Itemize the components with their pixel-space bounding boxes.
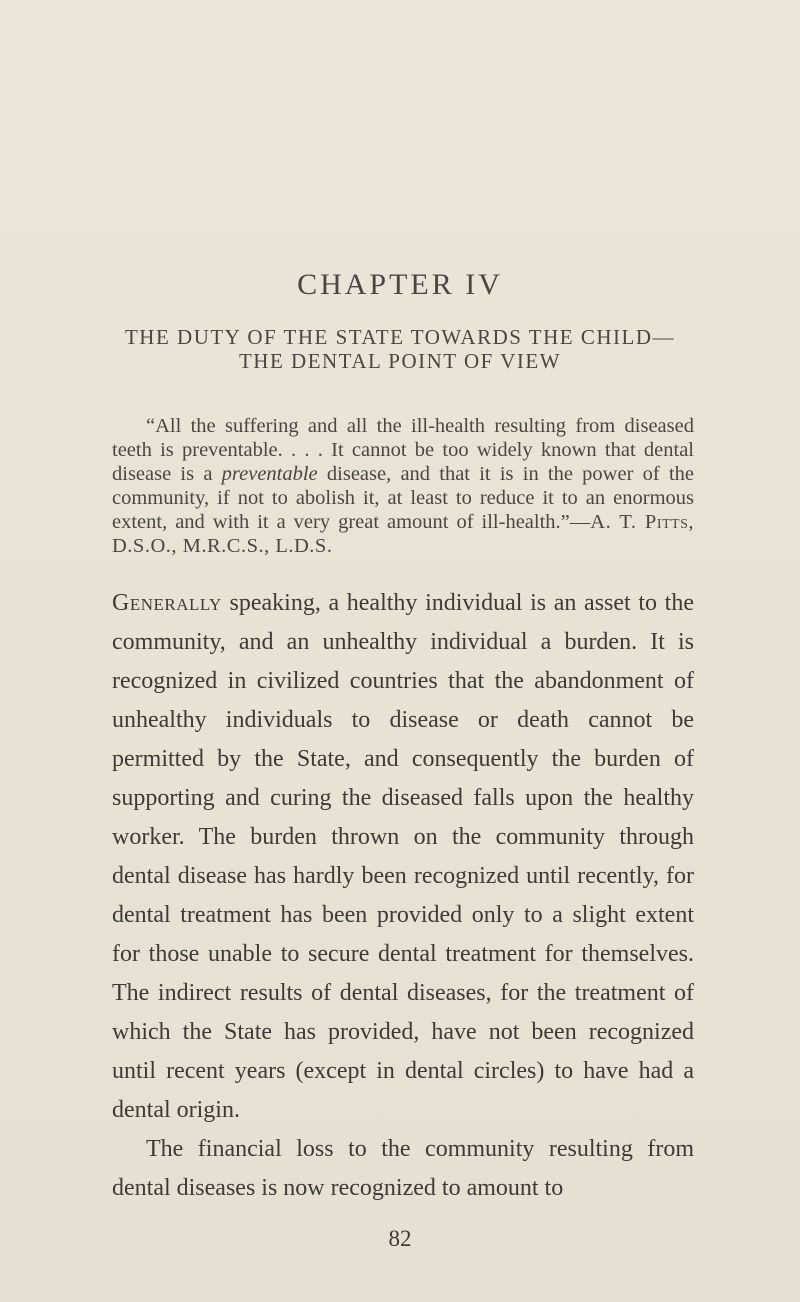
chapter-subtitle-line-2: THE DENTAL POINT OF VIEW — [238, 349, 562, 373]
paragraph-2: The financial loss to the community resulting from dental diseases is now recognized to amount to — [112, 1136, 694, 1201]
paragraph-1-lead-word: Generally — [112, 590, 222, 616]
epigraph-text-part-2: disease, and that it is in the power of the community, if not to abolish it, at least to reduce it to an enormous extent, and with it a very great amount of ill-health.”— — [112, 463, 694, 533]
chapter-subtitle — [110, 325, 690, 373]
page-number: 82 — [388, 1226, 412, 1251]
epigraph — [112, 414, 694, 558]
body-text — [112, 584, 694, 1208]
chapter-subtitle-line-1: THE DUTY OF THE STATE TOWARDS THE CHILD— — [124, 325, 676, 349]
epigraph-emphasis: preventable — [221, 463, 318, 485]
paragraph-1 — [112, 584, 694, 1130]
epigraph-quote — [112, 414, 694, 558]
paragraph-1-text: speaking, a healthy individual is an asset to the community, and an unhealthy individual a burden. It is recognized in civilized countries that the abandonment of unhealthy individuals to disease or death cannot be permitted by the State, and consequently the burden of supporting and curing the diseased falls upon the healthy worker. The burden thrown on the community through dental disease has hardly been recognized until recently, for dental treatment has been provided only to a slight extent for those unable to secure dental treatment for themselves. The indirect results of dental diseases, for the treatment of which the State has provided, have not been recognized until recent years (except in dental circles) to have had a dental origin. — [112, 590, 694, 1123]
epigraph-text-part-1: “All the suffering and all the ill-health resulting from diseased teeth is preventable. . . . It cannot be too widely known that dental disease is a — [112, 415, 694, 485]
chapter-title: CHAPTER IV — [297, 268, 503, 301]
epigraph-attribution: A. T. Pitts, D.S.O., M.R.C.S., L.D.S. — [112, 511, 695, 557]
